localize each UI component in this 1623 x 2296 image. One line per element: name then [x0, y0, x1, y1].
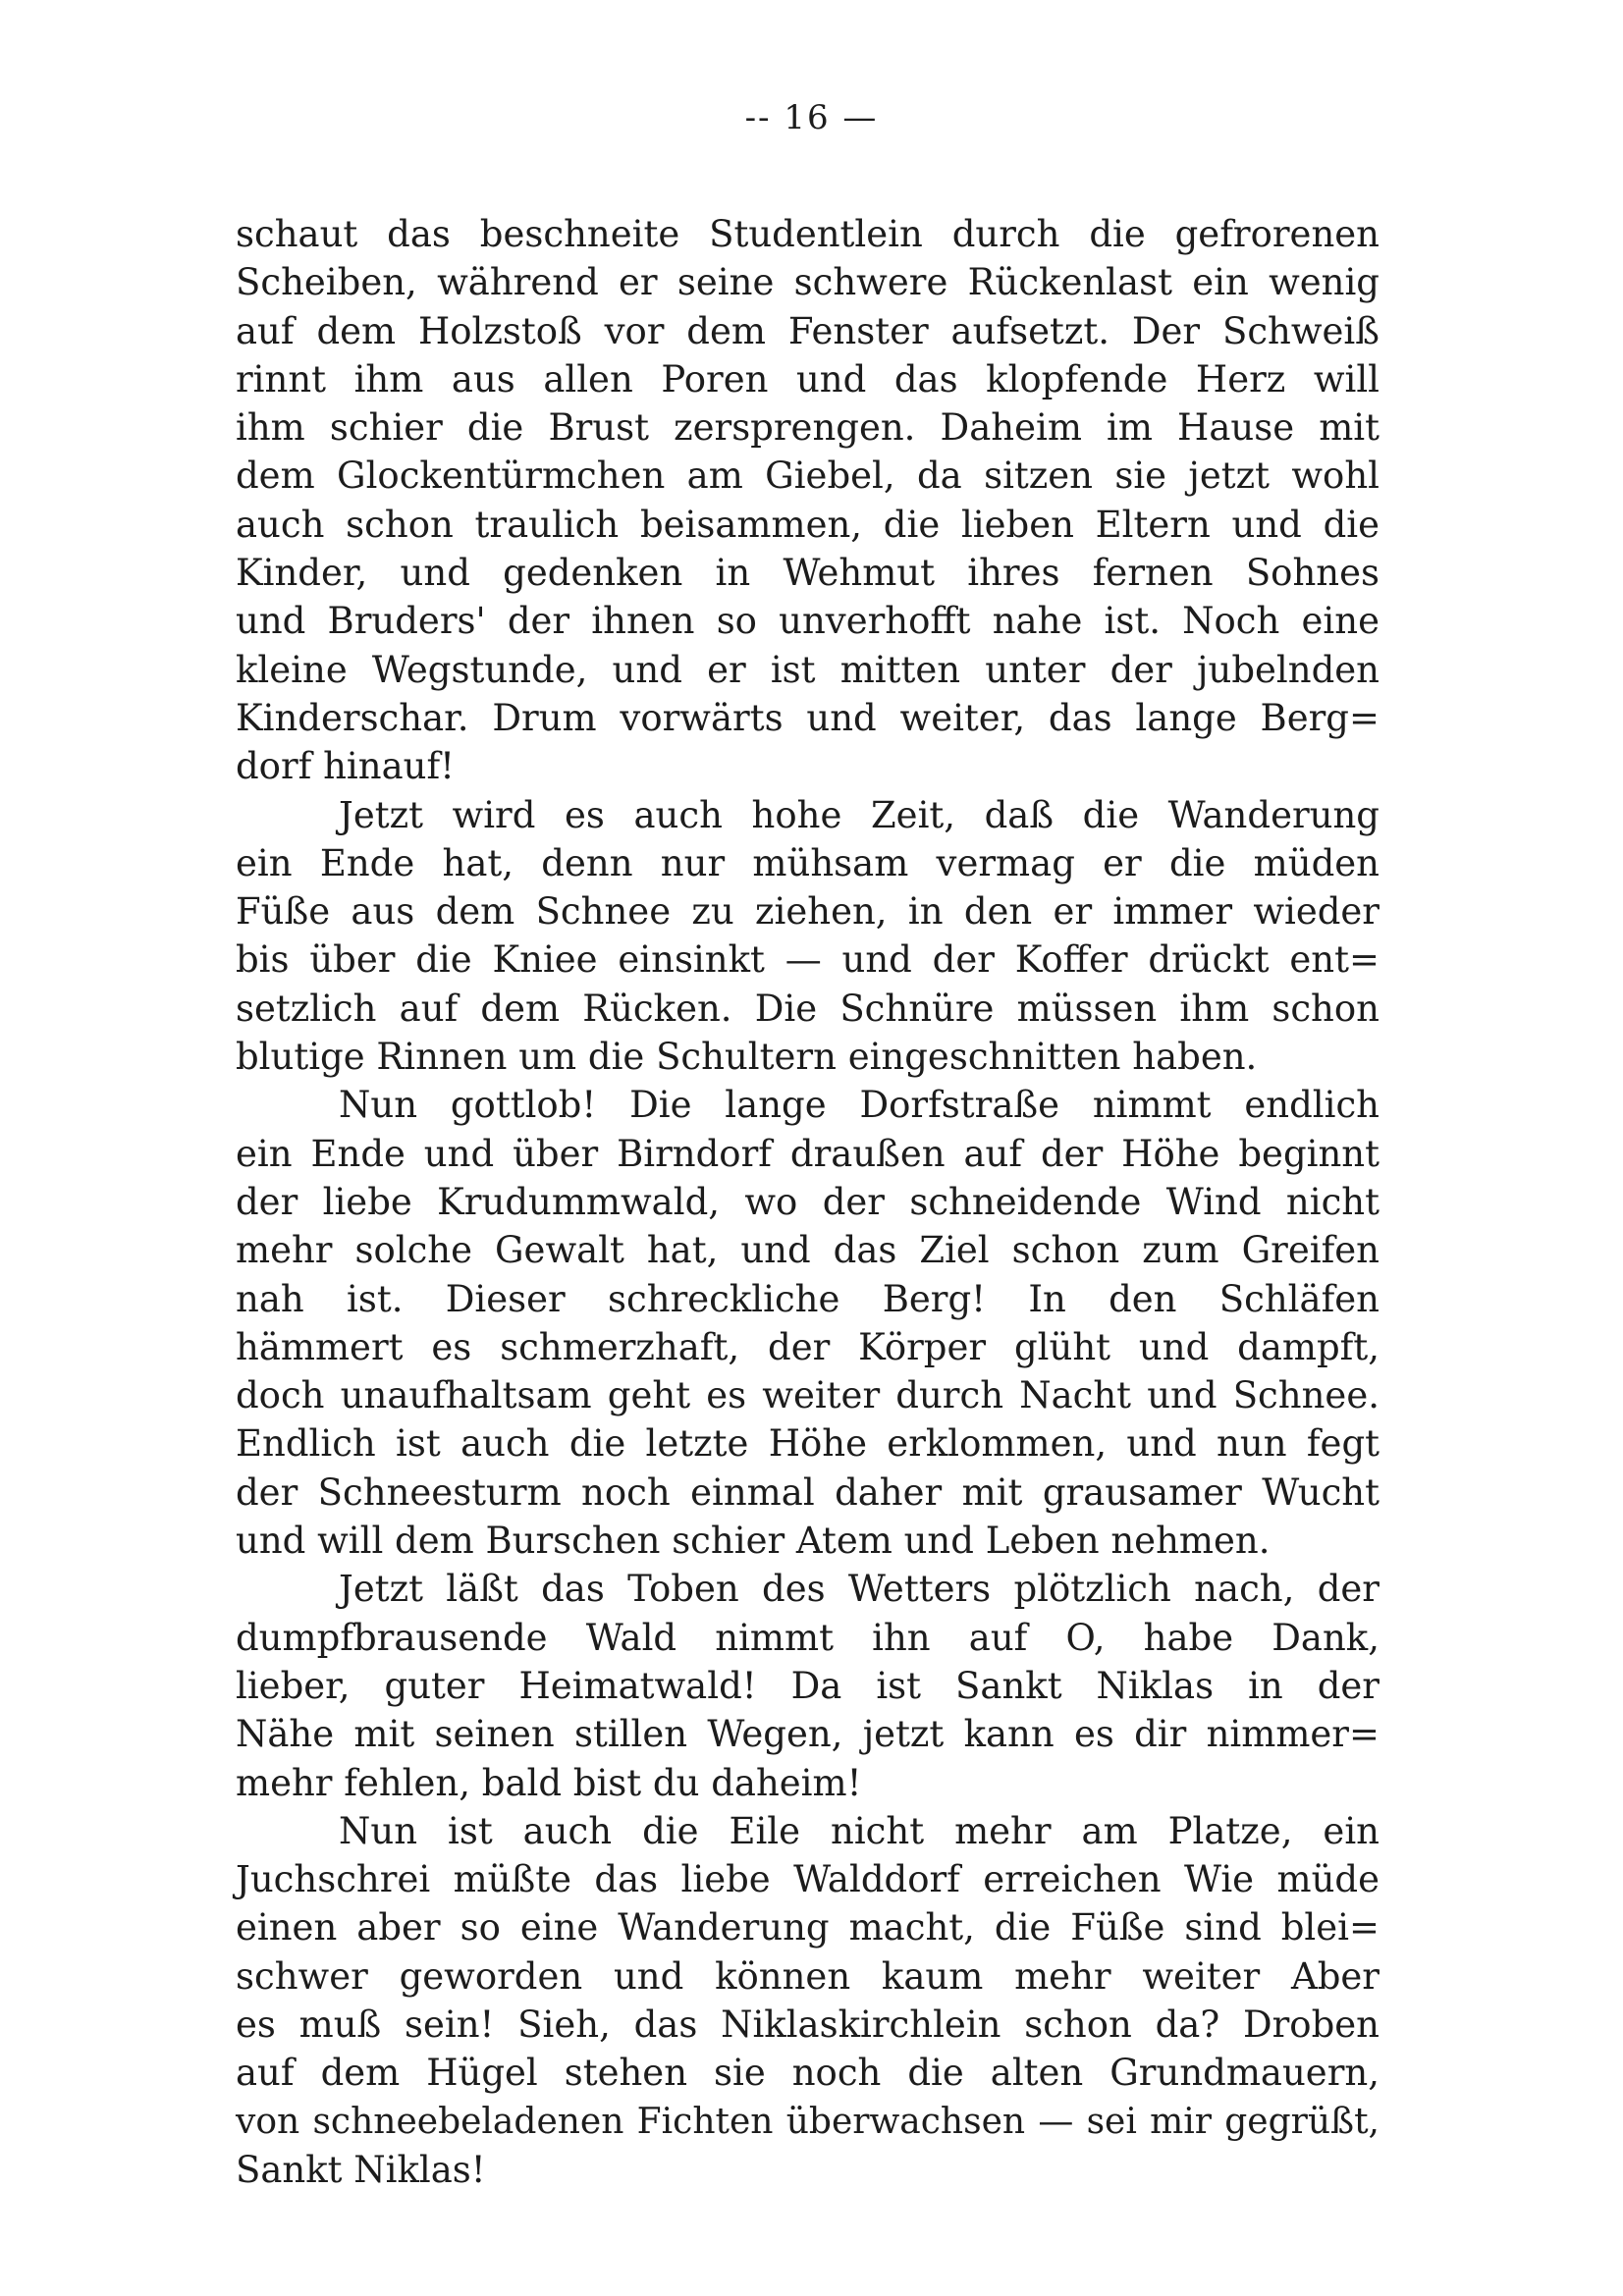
text-line: Jetzt läßt das Toben des Wetters plötzlich nach, der — [339, 1568, 1380, 1611]
text-line: Füße aus dem Schnee zu ziehen, in den er immer wieder — [236, 890, 1380, 934]
text-line: dorf hinauf! — [236, 745, 456, 788]
text-line: schaut das beschneite Studentlein durch die gefrorenen — [236, 213, 1380, 255]
page-number: -- 16 — — [744, 98, 879, 137]
text-line: Endlich ist auch die letzte Höhe erklommen, und nun fegt — [236, 1422, 1380, 1466]
text-line: einen aber so eine Wanderung macht, die Füße sind blei= — [236, 1906, 1380, 1949]
text-line: mehr solche Gewalt hat, und das Ziel schon zum Greifen — [236, 1229, 1380, 1272]
text-line: lieber, guter Heimatwald! Da ist Sankt Niklas in der — [236, 1664, 1380, 1707]
text-line: ihm schier die Brust zersprengen. Daheim im Hause mit — [236, 406, 1380, 450]
text-line: nah ist. Dieser schreckliche Berg! In den Schläfen — [236, 1277, 1380, 1320]
text-line: Nun ist auch die Eile nicht mehr am Platze, ein — [339, 1809, 1380, 1852]
text-line: ein Ende hat, denn nur mühsam vermag er die müden — [236, 841, 1380, 884]
text-line: und Bruders' der ihnen so unverhofft nahe ist. Noch eine — [236, 600, 1380, 643]
text-line: Kinderschar. Drum vorwärts und weiter, das lange Berg= — [236, 696, 1380, 739]
text-line: blutige Rinnen um die Schultern eingeschnitten haben. — [236, 1036, 1258, 1079]
text-line: rinnt ihm aus allen Poren und das klopfende Herz will — [236, 357, 1380, 400]
text-line: schwer geworden und können kaum mehr weiter Aber — [236, 1954, 1380, 1998]
text-line: kleine Wegstunde, und er ist mitten unter der jubelnden — [236, 648, 1380, 691]
text-line: Kinder, und gedenken in Wehmut ihres fernen Sohnes — [236, 552, 1380, 595]
text-line: mehr fehlen, bald bist du daheim! — [236, 1761, 862, 1804]
text-line: Juchschrei müßte das liebe Walddorf erreichen Wie müde — [236, 1858, 1380, 1901]
text-line: von schneebeladenen Fichten überwachsen — sei mir gegrüßt, — [236, 2101, 1380, 2142]
text-line: setzlich auf dem Rücken. Die Schnüre müssen ihm schon — [236, 987, 1380, 1030]
text-line: Nun gottlob! Die lange Dorfstraße nimmt endlich — [339, 1084, 1380, 1127]
text-line: dem Glockentürmchen am Giebel, da sitzen sie jetzt wohl — [236, 454, 1380, 498]
body-text — [236, 210, 1380, 2194]
text-line: Sankt Niklas! — [236, 2148, 486, 2191]
text-line: bis über die Kniee einsinkt — und der Koffer drückt ent= — [236, 938, 1380, 982]
text-line: Scheiben, während er seine schwere Rückenlast ein wenig — [236, 261, 1380, 304]
text-line: dumpfbrausende Wald nimmt ihn auf O, habe Dank, — [236, 1616, 1380, 1659]
text-line: auf dem Holzstoß vor dem Fenster aufsetzt. Der Schweiß — [236, 309, 1380, 352]
text-line: der Schneesturm noch einmal daher mit grausamer Wucht — [236, 1470, 1380, 1514]
text-line: Nähe mit seinen stillen Wegen, jetzt kann es dir nimmer= — [236, 1713, 1380, 1756]
text-line: ein Ende und über Birndorf draußen auf der Höhe beginnt — [236, 1132, 1380, 1175]
text-line: und will dem Burschen schier Atem und Leben nehmen. — [236, 1520, 1271, 1563]
text-line: doch unaufhaltsam geht es weiter durch Nacht und Schnee. — [236, 1374, 1380, 1417]
text-line: hämmert es schmerzhaft, der Körper glüht und dampft, — [236, 1325, 1380, 1368]
text-line: es muß sein! Sieh, das Niklaskirchlein schon da? Droben — [236, 2002, 1380, 2046]
text-line: auf dem Hügel stehen sie noch die alten Grundmauern, — [236, 2052, 1380, 2095]
text-line: der liebe Krudummwald, wo der schneidende Wind nicht — [236, 1180, 1380, 1223]
text-line: auch schon traulich beisammen, die lieben Eltern und die — [236, 503, 1380, 546]
text-line: Jetzt wird es auch hohe Zeit, daß die Wanderung — [339, 793, 1380, 836]
